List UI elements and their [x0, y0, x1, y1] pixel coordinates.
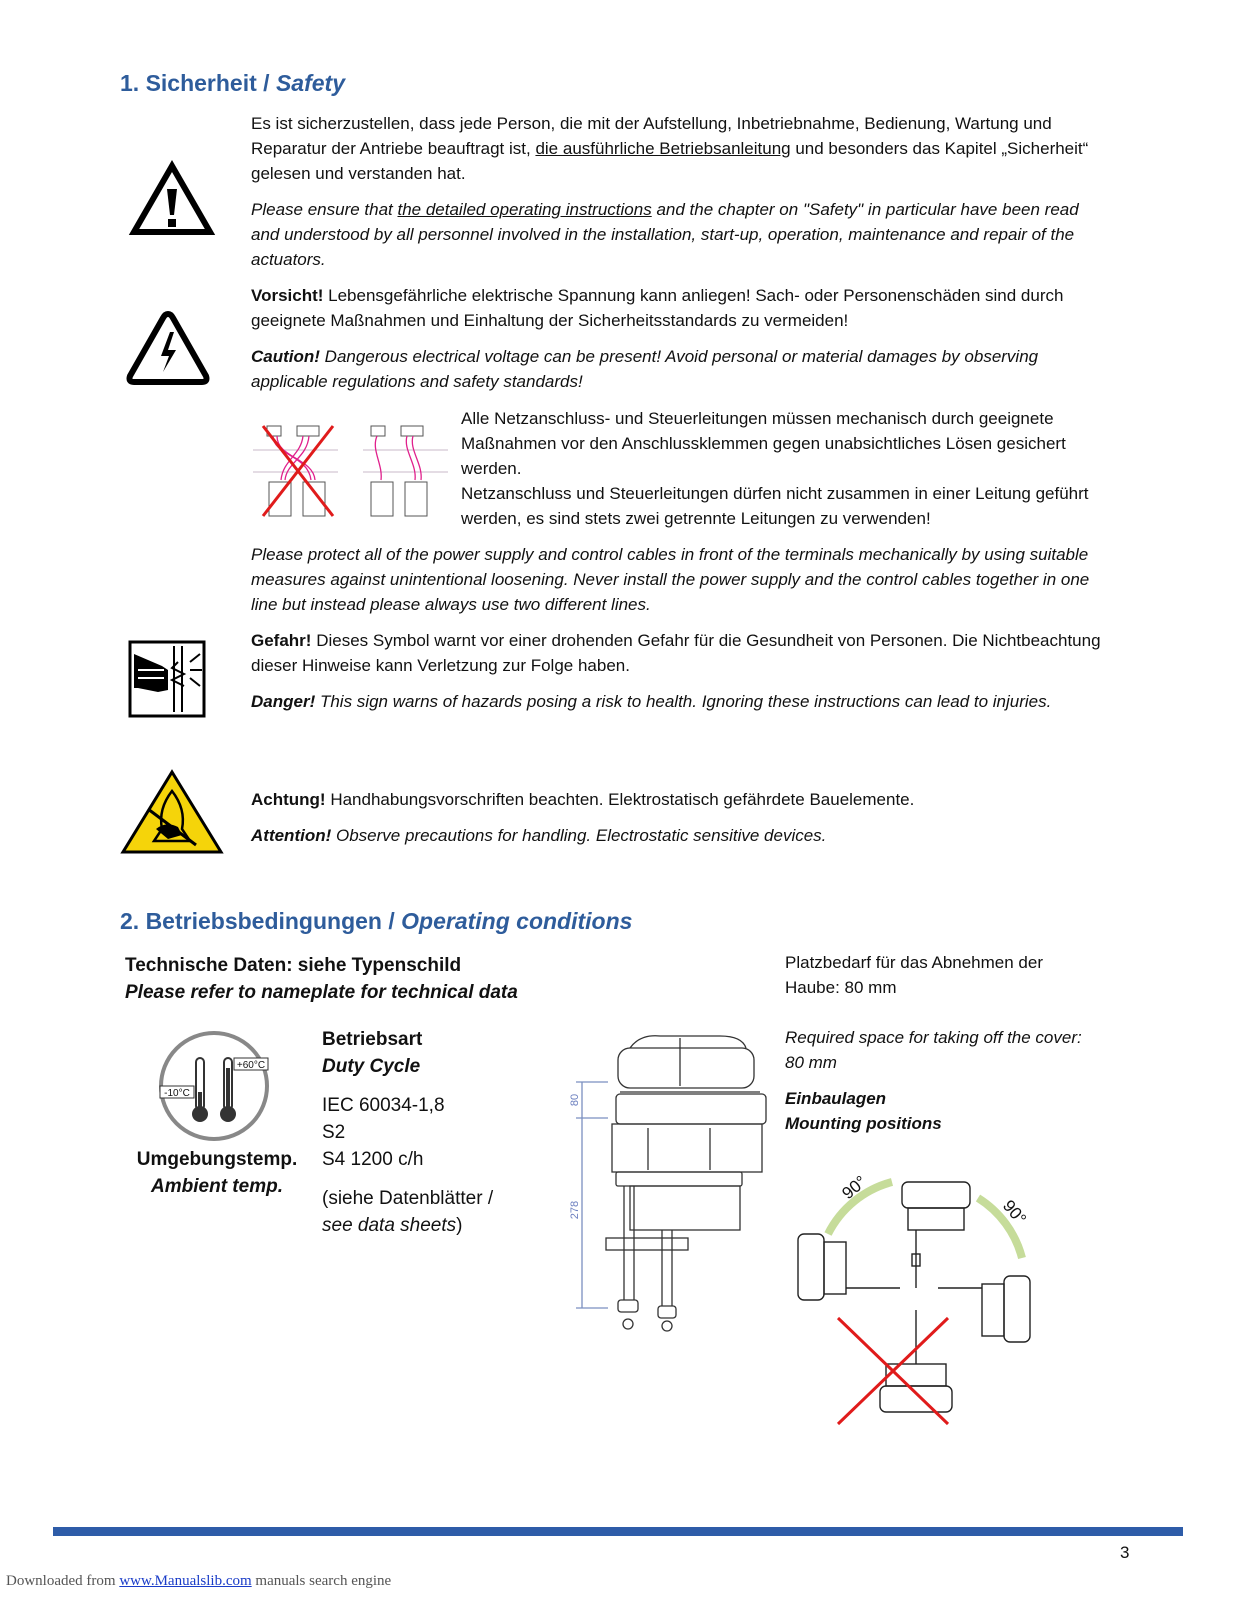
- electric-hazard-icon: [126, 310, 210, 386]
- mounting-positions-heading: Einbaulagen Mounting positions: [785, 1089, 942, 1133]
- page-number: 3: [1120, 1543, 1130, 1562]
- mounting-positions-diagram: [792, 1168, 1042, 1430]
- cable-wiring-illustration: [253, 420, 453, 520]
- caution-en: Caution! Dangerous electrical voltage can be present! Avoid personal or material damages by observing applicable regulations and safety standards!: [251, 347, 1039, 391]
- section1-heading: [120, 70, 345, 97]
- cover-space-en: Required space for taking off the cover: 80 mm: [785, 1028, 1082, 1072]
- angle-right-label: 90°: [998, 1196, 1031, 1229]
- manual-reference-en: the detailed operating instructions: [397, 200, 652, 219]
- temp-max-label: +60°C: [236, 1060, 266, 1071]
- attention-de: Achtung! Handhabungsvorschriften beachten. Elektrostatisch gefährdete Bauelemente.: [251, 790, 915, 809]
- duty-cycle-heading: Betriebsart Duty Cycle: [322, 1029, 423, 1077]
- manualslib-link[interactable]: www.Manualslib.com: [119, 1573, 252, 1589]
- manual-reference-de: die ausführliche Betriebsanleitung: [535, 139, 791, 158]
- caution-de: Vorsicht! Lebensgefährliche elektrische Spannung kann anliegen! Sach- oder Personenschäden sind durch geeignete Maßnahmen und Einhaltung der Sicherheitsstandards zu vermeiden!: [251, 286, 1064, 330]
- cable-instructions-en: Please protect all of the power supply and control cables in front of the terminals mechanically by using suitable measures against unintentional loosening. Never install the power supply and the control cables together in one line but instead please always use two different lines.: [251, 545, 1090, 614]
- duty-cycle-values: IEC 60034-1,8 S2 S4 1200 c/h: [322, 1095, 445, 1170]
- esd-warning-icon: [120, 769, 224, 855]
- temp-min-label: -10°C: [164, 1088, 190, 1099]
- attention-en: Attention! Observe precautions for handling. Electrostatic sensitive devices.: [251, 826, 827, 845]
- danger-de: Gefahr! Dieses Symbol warnt vor einer drohenden Gefahr für die Gesundheit von Personen. Die Nichtbeachtung dieser Hinweise kann Verletzung zur Folge haben.: [251, 631, 1101, 675]
- safety-instructions-en: Please ensure that the detailed operating instructions and the chapter on "Safety" in particular have been read and understood by all personnel involved in the installation, start-up, operation, maintenance and repair of the actuators.: [251, 200, 1079, 269]
- dimension-body-label: 278: [569, 1200, 581, 1220]
- section1-heading-en: Safety: [275, 70, 345, 96]
- safety-instructions-de: Es ist sicherzustellen, dass jede Person, die mit der Aufstellung, Inbetriebnahme, Bedienung, Wartung und Reparatur der Antriebe beauftragt ist, die ausführliche Betriebsanleitung und besonders das Kapitel „Sicherheit“ gelesen und verstanden hat.: [251, 114, 1089, 183]
- dimension-cover-label: 80: [569, 1093, 581, 1107]
- cover-space-de: Platzbedarf für das Abnehmen der Haube: 80 mm: [785, 953, 1043, 997]
- download-footer: Downloaded from www.Manualslib.com manuals search engine: [6, 1573, 392, 1589]
- technical-data-en: Please refer to nameplate for technical data: [125, 982, 518, 1003]
- danger-en: Danger! This sign warns of hazards posing a risk to health. Ignoring these instructions can lead to injuries.: [251, 692, 1052, 711]
- actuator-dimension-drawing: [560, 1030, 780, 1335]
- footer-bar: [53, 1527, 1183, 1536]
- warning-triangle-icon: [131, 163, 213, 235]
- section1-heading-de: 1. Sicherheit /: [120, 70, 276, 96]
- ambient-temp-label: Umgebungstemp. Ambient temp.: [136, 1149, 298, 1197]
- technical-data-de: Technische Daten: siehe Typenschild: [125, 955, 462, 976]
- cable-instructions-de: Alle Netzanschluss- und Steuerleitungen müssen mechanisch durch geeignete Maßnahmen vor den Anschlussklemmen gegen unabsichtliches Lösen gesichert werden. Netzanschluss und Steuerleitungen dürfen nicht zusammen in einer Leitung geführt werden, es sind stets zwei getrennte Leitungen zu verwenden!: [461, 409, 1089, 528]
- hand-crush-hazard-icon: [128, 640, 206, 718]
- technical-data-note: [125, 952, 518, 1006]
- thermometer-icon: [158, 1028, 270, 1144]
- section2-heading: 2. Betriebsbedingungen / Operating conditions: [120, 908, 633, 934]
- angle-left-label: 90°: [838, 1171, 871, 1204]
- datasheet-note: (siehe Datenblätter / see data sheets): [322, 1188, 494, 1236]
